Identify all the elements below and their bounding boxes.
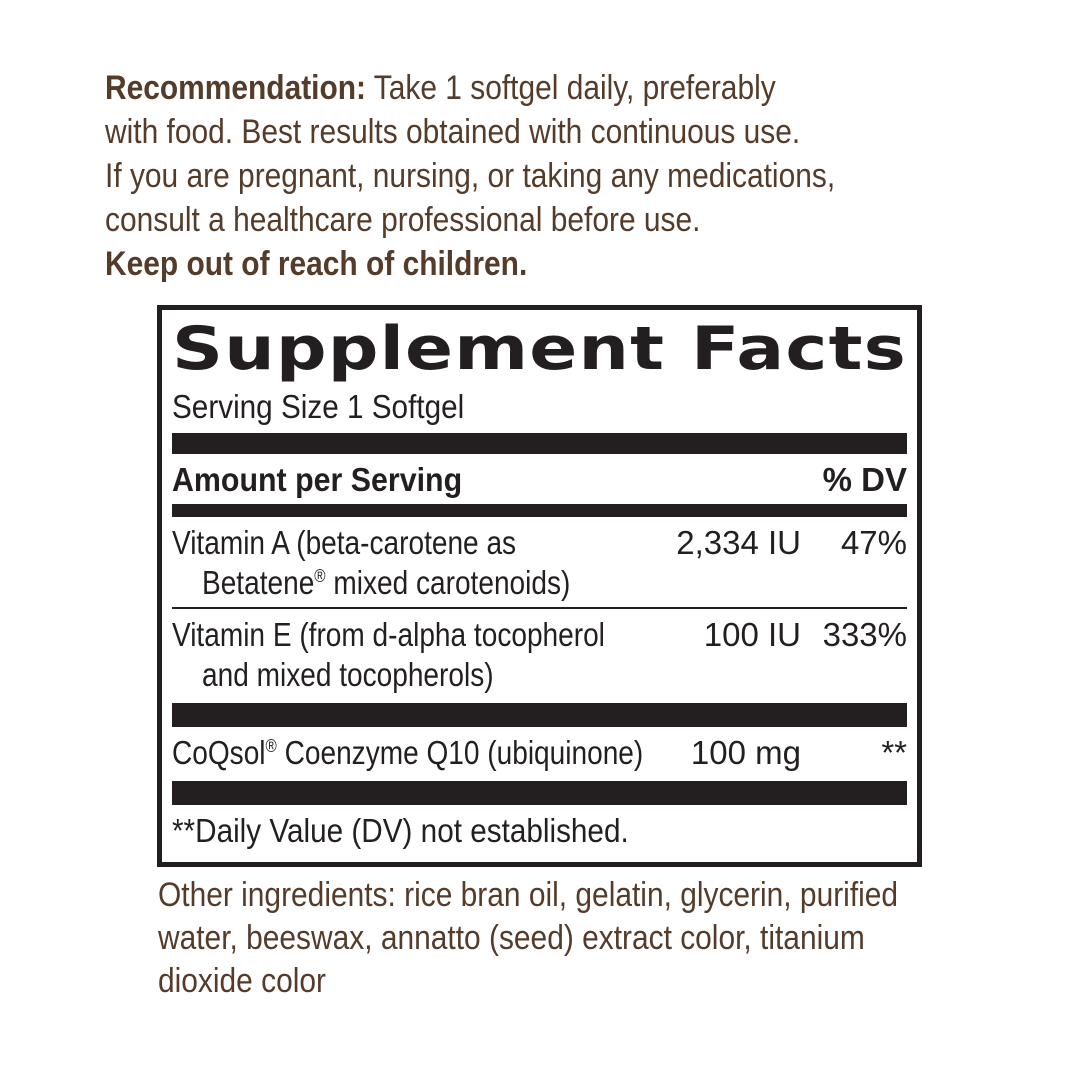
other-ingredients-line: dioxide color <box>158 962 326 1000</box>
recommendation-line: with food. Best results obtained with continuous use. <box>105 113 801 151</box>
nutrient-dv: 47% <box>840 524 907 561</box>
column-header-row <box>172 461 907 499</box>
recommendation-label: Recommendation: <box>105 69 367 107</box>
row-divider <box>172 607 907 609</box>
other-ingredients-line: Other ingredients: rice bran oil, gelatin, glycerin, purified <box>158 876 899 914</box>
nutrient-name: Vitamin E (from d-alpha tocopherol and mixed tocopherols) <box>172 616 605 693</box>
panel-title: Supplement Facts <box>172 314 907 384</box>
separator-bar <box>172 781 907 805</box>
nutrient-amount: 100 mg <box>690 734 801 771</box>
nutrient-row-vitamin-e <box>172 615 907 695</box>
panel-title-row <box>172 312 907 386</box>
registered-trademark-symbol: ® <box>265 736 277 756</box>
other-ingredients-line: water, beeswax, annatto (seed) extract color, titanium <box>158 919 865 957</box>
recommendation-line: If you are pregnant, nursing, or taking any medications, <box>105 157 836 195</box>
dv-footnote: **Daily Value (DV) not established. <box>172 812 629 849</box>
separator-bar <box>172 504 907 517</box>
recommendation-text <box>105 66 935 286</box>
column-header-amount: Amount per Serving <box>172 461 463 498</box>
keep-out-of-reach-warning: Keep out of reach of children. <box>105 245 528 283</box>
nutrient-dv: 333% <box>822 616 907 653</box>
column-header-dv: % DV <box>822 461 907 498</box>
serving-size: Serving Size 1 Softgel <box>172 388 465 425</box>
nutrient-row-vitamin-a <box>172 523 907 603</box>
nutrient-dv: ** <box>881 734 907 771</box>
nutrient-amount: 100 IU <box>703 616 801 653</box>
registered-trademark-symbol: ® <box>314 566 326 586</box>
recommendation-line: Recommendation: Take 1 softgel daily, preferably <box>105 69 776 107</box>
nutrient-name: Vitamin A (beta-carotene as Betatene® mixed carotenoids) <box>172 524 571 601</box>
separator-bar <box>172 433 907 454</box>
nutrient-amount: 2,334 IU <box>676 524 801 561</box>
supplement-facts-panel <box>157 305 922 867</box>
recommendation-line: consult a healthcare professional before use. <box>105 201 701 239</box>
separator-bar <box>172 703 907 727</box>
nutrient-row-coq10 <box>172 733 907 773</box>
other-ingredients <box>158 874 999 1003</box>
nutrient-name: CoQsol® Coenzyme Q10 (ubiquinone) <box>172 734 644 771</box>
